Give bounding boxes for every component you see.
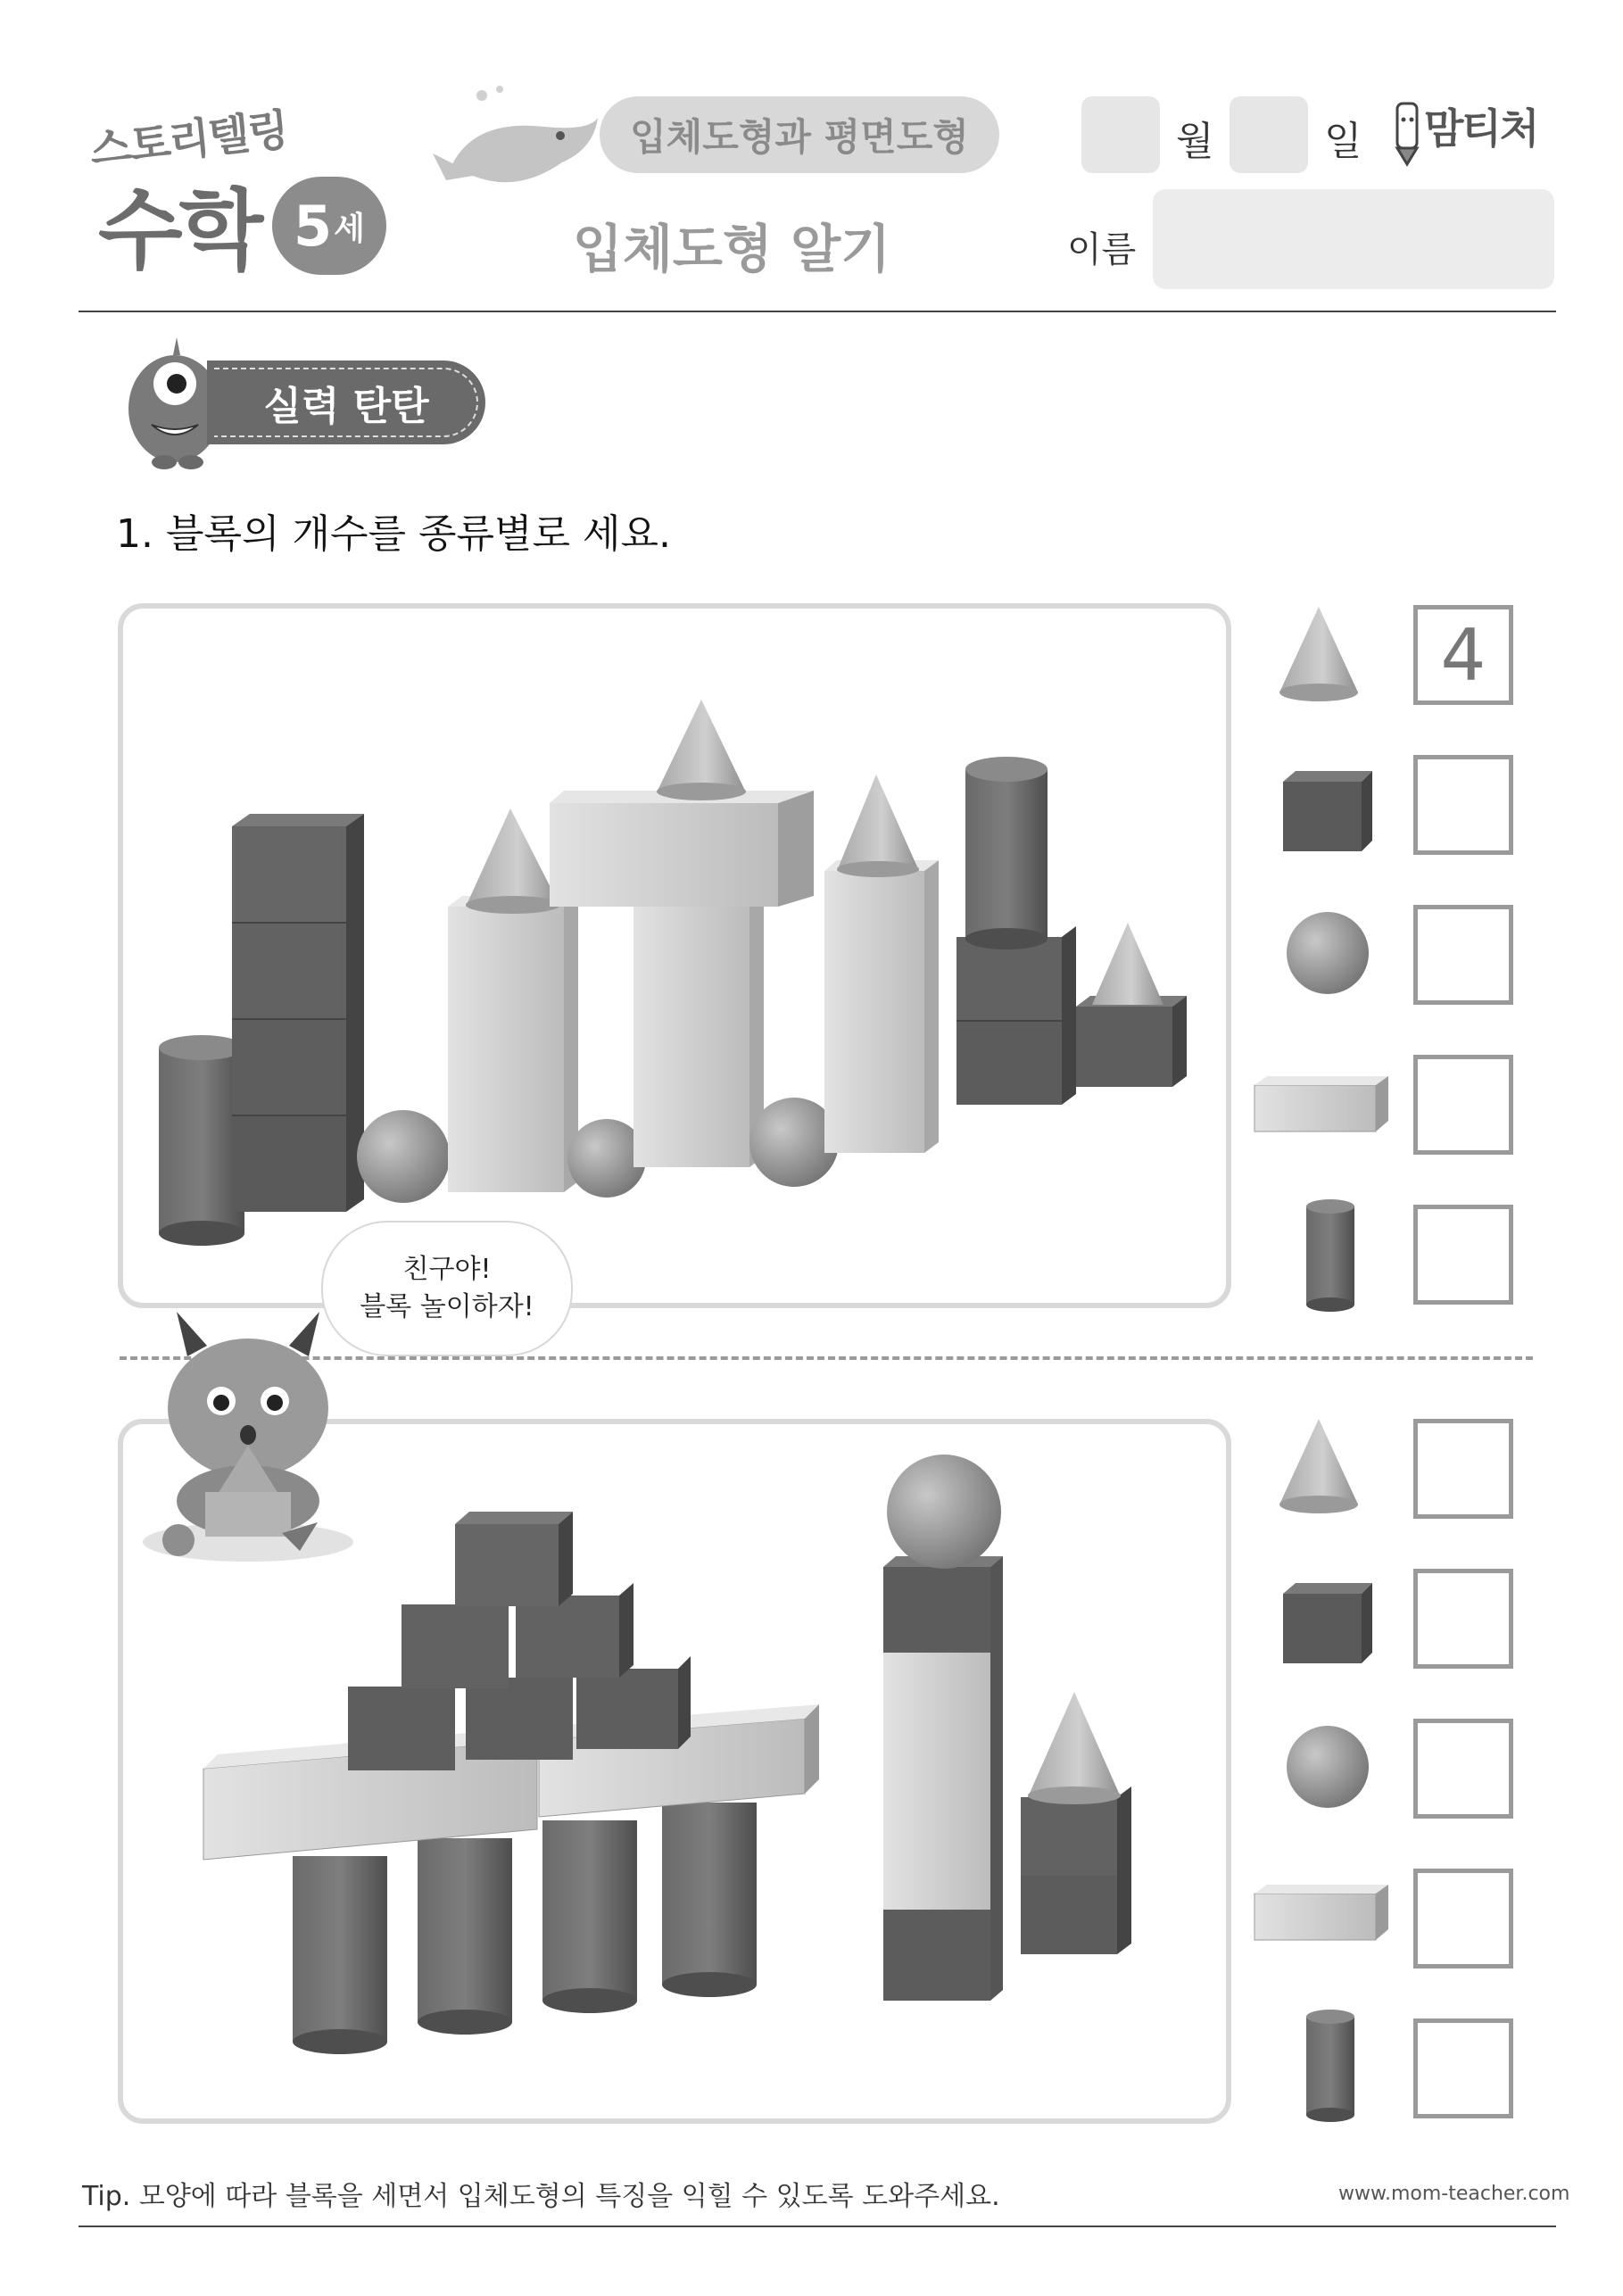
cubes-with-cone [1021, 1692, 1131, 1954]
logo-title: 수학 [98, 180, 261, 282]
sphere-block [357, 1110, 450, 1203]
sphere-icon [1285, 1724, 1374, 1813]
pencil-icon [1388, 96, 1424, 166]
answer-box-sphere[interactable] [1413, 1719, 1513, 1819]
logo-subtitle: 스토리텔링 [87, 104, 290, 176]
column-with-sphere [883, 1455, 1003, 2001]
tip-text: Tip. 모양에 따라 블록을 세면서 입체도형의 특징을 익힐 수 있도록 도와주세요. [82, 2181, 1000, 2212]
cube-pyramid [348, 1512, 691, 1770]
topic-label: 입체도형과 평면도형 [600, 96, 999, 173]
day-label: 일 [1324, 119, 1362, 164]
header-divider [79, 311, 1556, 312]
footer-divider [79, 2226, 1556, 2227]
pillar-with-cone [824, 775, 939, 1153]
answer-box-cone[interactable] [1413, 605, 1513, 705]
answer-box-cube[interactable] [1413, 755, 1513, 855]
cone-icon [1274, 603, 1363, 701]
speech-bubble [321, 1221, 573, 1356]
cube-with-cone [1076, 923, 1187, 1087]
cube-icon [1279, 1581, 1378, 1667]
answer-box-cylinder[interactable] [1413, 1205, 1513, 1305]
answer-value: 4 [1440, 613, 1486, 697]
answer-box-cylinder[interactable] [1413, 2018, 1513, 2118]
cube-icon [1279, 769, 1378, 855]
answer-box-sphere[interactable] [1413, 905, 1513, 1005]
cube-stack [232, 814, 364, 1212]
answer-box-rectangular-prism[interactable] [1413, 1055, 1513, 1155]
arch-with-beam [550, 700, 814, 1167]
whale-illustration [437, 82, 607, 198]
age-badge [272, 177, 386, 275]
site-url: www.mom-teacher.com [1338, 2183, 1570, 2205]
rectangular-prism-icon [1253, 1074, 1395, 1137]
age-suffix: 세 [334, 210, 365, 247]
cone-icon [1274, 1415, 1363, 1513]
page-title: 입체도형 알기 [572, 219, 891, 279]
month-label: 월 [1176, 119, 1214, 164]
answer-box-cone[interactable] [1413, 1419, 1513, 1519]
brand-logo: 맘티처 [1424, 104, 1538, 153]
age-number: 5 [294, 193, 333, 259]
name-field[interactable] [1153, 189, 1554, 289]
cylinder-block [159, 1035, 244, 1246]
mascot-playing-illustration [143, 1303, 357, 1562]
speech-line-2: 블록 놀이하자! [360, 1291, 534, 1322]
answer-box-cube[interactable] [1413, 1569, 1513, 1669]
section-title-text: 실력 탄탄 [263, 384, 429, 429]
cylinder-icon [1303, 2008, 1360, 2124]
cylinder-on-cubes [956, 757, 1076, 1105]
sphere-icon [1285, 910, 1374, 999]
rectangular-prism-icon [1253, 1883, 1395, 1945]
question-text: 1. 블록의 개수를 종류별로 세요. [116, 511, 671, 557]
block-scene-1 [118, 603, 1221, 1297]
month-field[interactable] [1081, 96, 1160, 173]
speech-line-1: 친구야! [402, 1254, 492, 1285]
answer-box-rectangular-prism[interactable] [1413, 1869, 1513, 1969]
section-title [207, 361, 485, 444]
day-field[interactable] [1230, 96, 1308, 173]
name-label: 이름 [1067, 229, 1137, 270]
cylinder-icon [1303, 1198, 1360, 1314]
